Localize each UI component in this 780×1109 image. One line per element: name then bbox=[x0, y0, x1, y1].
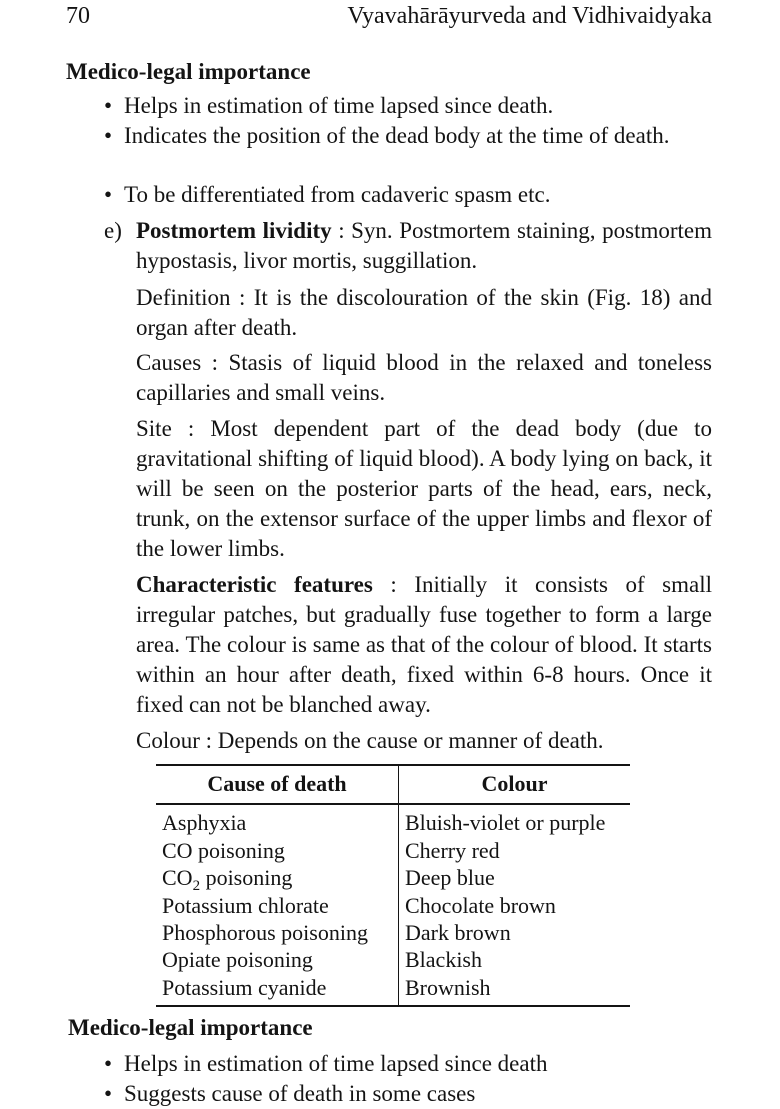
table-row bbox=[156, 919, 630, 946]
bullet-item bbox=[104, 1049, 712, 1079]
table-row bbox=[156, 974, 630, 1006]
bullet-text: Helps in estimation of time lapsed since death. bbox=[124, 93, 554, 118]
bullet-text: Suggests cause of death in some cases bbox=[124, 1081, 476, 1106]
lividity-colour-table bbox=[156, 764, 630, 1007]
colour-cell: Chocolate brown bbox=[405, 892, 556, 918]
bullet-icon: • bbox=[104, 123, 113, 148]
item-postmortem-lividity bbox=[104, 216, 712, 276]
cause-cell: Phosphorous poisoning bbox=[156, 919, 399, 946]
cause-cell: Potassium chlorate bbox=[156, 892, 399, 919]
item-body bbox=[136, 216, 712, 276]
colour-cell: Brownish bbox=[399, 974, 631, 1006]
table-row bbox=[156, 864, 630, 891]
cause-cell: Asphyxia bbox=[156, 804, 399, 836]
cause-cell: Opiate poisoning bbox=[156, 946, 399, 973]
bullet-item bbox=[104, 91, 712, 121]
table-row bbox=[156, 804, 630, 836]
colour-cell: Cherry red bbox=[405, 837, 500, 863]
section-heading-medico-legal-2: Medico-legal importance bbox=[68, 1015, 313, 1040]
colour-cell: Bluish-violet or purple bbox=[405, 810, 606, 836]
bullet-text: Helps in estimation of time lapsed since death bbox=[124, 1051, 548, 1076]
cause-cell bbox=[156, 864, 399, 895]
colour-cell: Blackish bbox=[405, 947, 482, 973]
column-header-colour: Colour bbox=[399, 765, 631, 804]
colour-cell: Dark brown bbox=[405, 920, 511, 946]
bullet-icon: • bbox=[104, 1081, 113, 1106]
site-paragraph: Site : Most dependent part of the dead body (due to gravitational shifting of liquid blood). A body lying on back, it will be seen on the posterior parts of the head, ears, neck, trunk, on the extensor surface of the upper limbs and flexor of the lower limbs. bbox=[136, 416, 712, 561]
column-header-cause: Cause of death bbox=[156, 765, 399, 804]
table-row bbox=[156, 946, 630, 973]
features-text: : Initially it consists of small irregular patches, but gradually fuse together to form a large area. The colour is same as that of the colour of blood. It starts within an hour after death, fixed within 6-8 hours. Once it fixed can not be blanched away. bbox=[136, 572, 712, 717]
running-title: Vyavahārāyurveda and Vidhivaidyaka bbox=[347, 3, 712, 29]
bullet-item bbox=[104, 1079, 712, 1109]
item-title: Postmortem lividity bbox=[136, 218, 332, 243]
bullet-icon: • bbox=[104, 1051, 113, 1076]
cause-cell: CO poisoning bbox=[156, 837, 399, 864]
bullet-text: Indicates the position of the dead body at the time of death. bbox=[124, 123, 670, 148]
bullet-icon: • bbox=[104, 182, 113, 207]
formula-rest: poisoning bbox=[200, 865, 293, 891]
bullet-text: To be differentiated from cadaveric spasm etc. bbox=[124, 182, 551, 207]
causes-paragraph: Causes : Stasis of liquid blood in the relaxed and toneless capillaries and small veins. bbox=[136, 350, 712, 405]
bullet-item bbox=[104, 180, 712, 210]
table-row bbox=[156, 892, 630, 919]
page-number: 70 bbox=[66, 3, 90, 29]
table-header-row bbox=[156, 765, 630, 804]
cause-cell: Potassium cyanide bbox=[156, 974, 399, 1006]
definition-paragraph: Definition : It is the discolouration of the skin (Fig. 18) and organ after death. bbox=[136, 285, 712, 340]
formula-subscript: 2 bbox=[192, 878, 201, 895]
item-separator: : bbox=[338, 218, 345, 243]
section-heading-medico-legal-1: Medico-legal importance bbox=[66, 59, 311, 84]
colour-paragraph: Colour : Depends on the cause or manner of death. bbox=[136, 728, 604, 753]
formula-main: CO bbox=[162, 865, 193, 891]
item-text: Syn. Postmortem staining, postmortem hypostasis, livor mortis, suggillation. bbox=[136, 218, 712, 273]
bullet-icon: • bbox=[104, 93, 113, 118]
bullet-item bbox=[104, 121, 712, 151]
features-label: Characteristic features bbox=[136, 572, 373, 597]
characteristic-features-paragraph bbox=[136, 570, 712, 720]
colour-cell: Deep blue bbox=[405, 865, 495, 891]
item-label: e) bbox=[104, 218, 122, 243]
table-row bbox=[156, 837, 630, 864]
